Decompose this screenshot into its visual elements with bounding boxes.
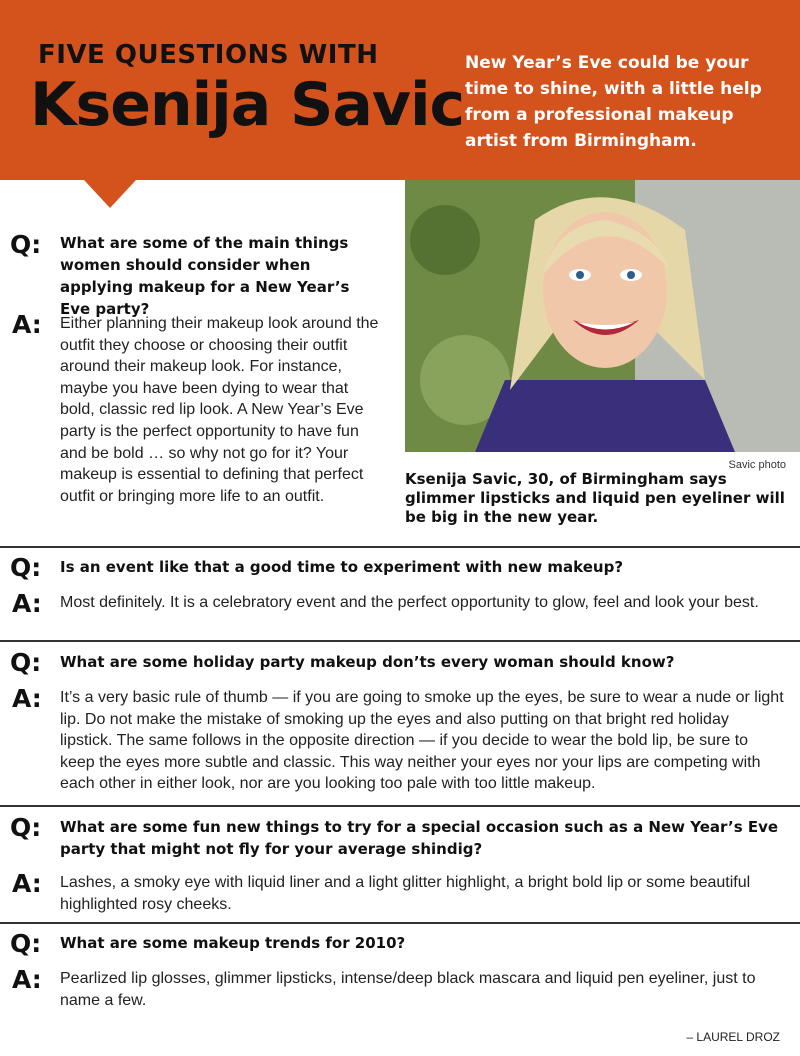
question-label: Q: bbox=[10, 813, 42, 842]
deck-text: New Year’s Eve could be your time to shine, with a little help from a professional makeup artist from Birmingham. bbox=[465, 53, 762, 151]
answer-1: Either planning their makeup look around the outfit they choose or choosing their outfit around their makeup look. For instance, maybe you have been dying to wear that bold, classic red lip look. A New Year’s Eve party is the perfect opportunity to have fun and be bold … so why not go for it? Your makeup is essential to defining that perfect outfit or bringing more life to an outfit. bbox=[60, 315, 379, 505]
photo-credit: Savic photo bbox=[728, 459, 786, 471]
header-banner bbox=[0, 0, 800, 180]
question-4: What are some fun new things to try for a special occasion such as a New Year’s Eve party that might not fly for your average shindig? bbox=[60, 818, 779, 858]
question-5: What are some makeup trends for 2010? bbox=[60, 934, 406, 952]
answer-3: It’s a very basic rule of thumb — if you are going to smoke up the eyes, be sure to wear a nude or light lip. Do not make the mistake of smoking up the eyes and also putting on that bright red holiday lipstick. The same follows in the opposite direction — if you decide to wear the bold lip, be sure to keep the eyes more subtle and classic. This way neither your eyes nor your lips are competing with each other in either look, nor are you looking too pale with too little makeup. bbox=[60, 689, 784, 793]
divider bbox=[0, 640, 800, 642]
question-1: What are some of the main things women should consider when applying makeup for a New Year’s Eve party? bbox=[60, 234, 350, 318]
question-2: Is an event like that a good time to experiment with new makeup? bbox=[60, 558, 624, 576]
kicker: FIVE QUESTIONS WITH bbox=[38, 40, 379, 70]
divider bbox=[0, 922, 800, 924]
answer-label: A: bbox=[12, 589, 42, 618]
answer-label: A: bbox=[12, 684, 42, 713]
answer-5: Pearlized lip glosses, glimmer lipsticks, intense/deep black mascara and liquid pen eyeliner, just to name a few. bbox=[60, 970, 756, 1009]
banner-pointer bbox=[84, 180, 136, 208]
answer-label: A: bbox=[12, 869, 42, 898]
divider bbox=[0, 805, 800, 807]
answer-label: A: bbox=[12, 310, 42, 339]
byline: – LAUREL DROZ bbox=[686, 1030, 780, 1044]
photo-caption: Ksenija Savic, 30, of Birmingham says glimmer lipsticks and liquid pen eyeliner will be big in the new year. bbox=[405, 470, 785, 526]
question-3: What are some holiday party makeup don’ts every woman should know? bbox=[60, 653, 675, 671]
divider bbox=[0, 546, 800, 548]
answer-label: A: bbox=[12, 965, 42, 994]
question-label: Q: bbox=[10, 648, 42, 677]
question-label: Q: bbox=[10, 230, 42, 259]
portrait-photo bbox=[405, 180, 800, 452]
question-label: Q: bbox=[10, 553, 42, 582]
answer-2: Most definitely. It is a celebratory event and the perfect opportunity to glow, feel and look your best. bbox=[60, 594, 759, 611]
answer-4: Lashes, a smoky eye with liquid liner and a light glitter highlight, a bright bold lip or some beautiful highlighted rosy cheeks. bbox=[60, 874, 751, 913]
question-label: Q: bbox=[10, 929, 42, 958]
headline-name: Ksenija Savic bbox=[30, 70, 465, 140]
portrait-illustration bbox=[405, 180, 800, 452]
